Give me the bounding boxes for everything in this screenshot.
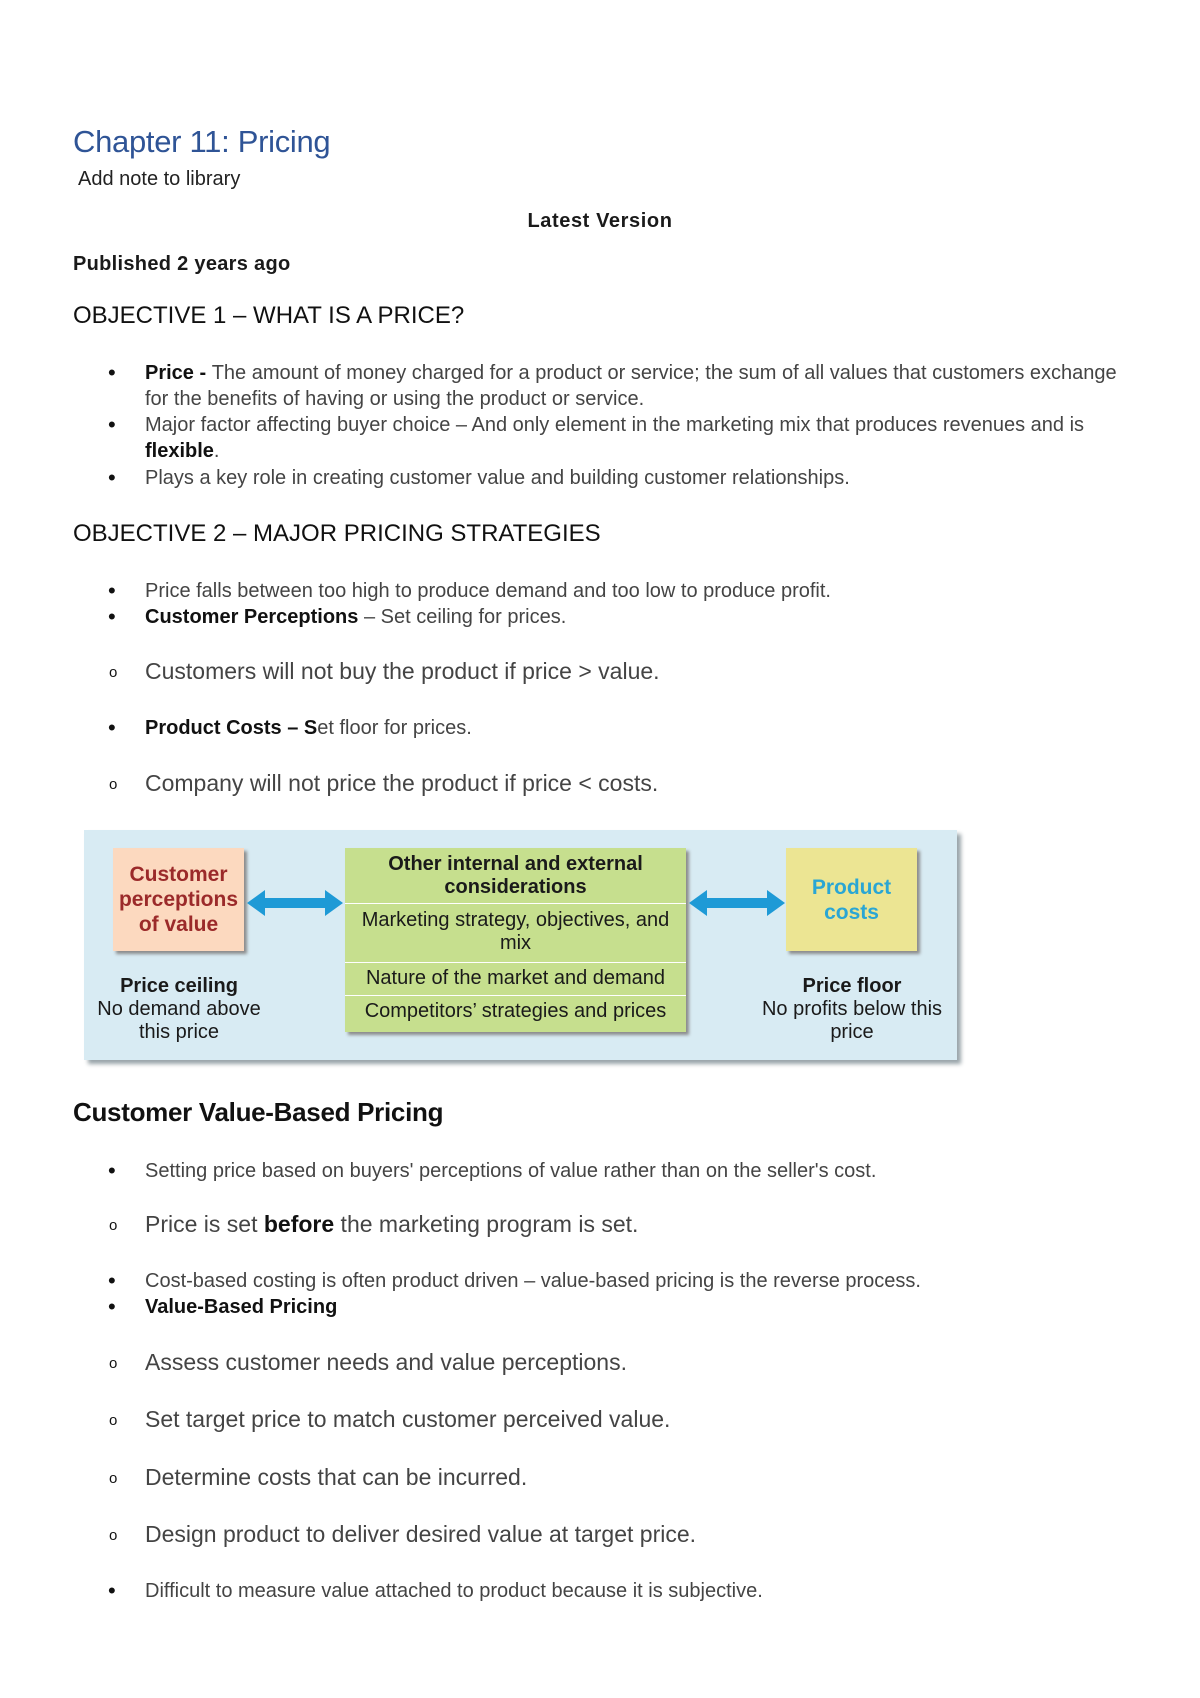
list-item: o Set target price to match customer perceived value. — [145, 1405, 1135, 1433]
double-arrow-icon — [689, 888, 785, 918]
published-date: Published 2 years ago — [73, 253, 291, 275]
circle-bullet-icon: o — [109, 1412, 118, 1429]
version-label: Latest Version — [527, 210, 673, 232]
divider — [345, 962, 686, 963]
list-item: o Determine costs that can be incurred. — [145, 1463, 1135, 1491]
objective-2-heading: OBJECTIVE 2 – MAJOR PRICING STRATEGIES — [73, 520, 601, 547]
circle-bullet-icon: o — [109, 1527, 118, 1544]
bullet-icon: • — [108, 1294, 116, 1319]
circle-bullet-icon: o — [109, 664, 118, 681]
objective-1-heading: OBJECTIVE 1 – WHAT IS A PRICE? — [73, 302, 465, 329]
bullet-icon: • — [108, 578, 116, 603]
list-item: • Plays a key role in creating customer value and building customer relationships. — [108, 465, 850, 490]
list-item: o Price is set before the marketing program is set. — [145, 1210, 1135, 1238]
considerations-box — [345, 848, 686, 1032]
list-item: • Customer Perceptions – Set ceiling for prices. — [108, 604, 567, 629]
list-item: o Customers will not buy the product if price > value. — [145, 657, 1135, 685]
circle-bullet-icon: o — [109, 1355, 118, 1372]
list-item: o Design product to deliver desired value at target price. — [145, 1520, 1135, 1548]
circle-bullet-icon: o — [109, 776, 118, 793]
list-item: • Difficult to measure value attached to product because it is subjective. — [108, 1578, 763, 1603]
bullet-icon: • — [108, 1158, 116, 1183]
bullet-icon: • — [108, 715, 116, 740]
bullet-icon: • — [108, 1578, 116, 1603]
list-item: • Cost-based costing is often product driven – value-based pricing is the reverse process. — [108, 1268, 921, 1293]
value-based-heading: Customer Value-Based Pricing — [73, 1097, 444, 1127]
list-item: • Product Costs – Set floor for prices. — [108, 715, 472, 740]
considerations-row: Nature of the market and demand — [365, 967, 666, 989]
considerations-header: Other internal and external considerations — [345, 848, 686, 904]
customer-perceptions-box: Customer perceptions of value — [113, 848, 244, 951]
list-item: o Assess customer needs and value perceptions. — [145, 1348, 1135, 1376]
product-costs-box: Product costs — [786, 848, 917, 951]
list-item: • Price falls between too high to produce demand and too low to produce profit. — [108, 578, 831, 603]
circle-bullet-icon: o — [109, 1217, 118, 1234]
add-note-link[interactable]: Add note to library — [78, 168, 241, 190]
page-title: Chapter 11: Pricing — [73, 124, 331, 159]
double-arrow-icon — [247, 888, 343, 918]
bullet-icon: • — [108, 360, 116, 385]
circle-bullet-icon: o — [109, 1470, 118, 1487]
bullet-icon: • — [108, 1268, 116, 1293]
bullet-icon: • — [108, 604, 116, 629]
bullet-icon: • — [108, 412, 116, 437]
list-item: • Value-Based Pricing — [108, 1294, 338, 1319]
price-floor-label: Price floor No profits below this price — [761, 975, 943, 1043]
list-item: o Company will not price the product if price < costs. — [145, 769, 1135, 797]
pricing-considerations-diagram — [84, 830, 957, 1060]
price-ceiling-label: Price ceiling No demand above this price — [97, 975, 261, 1043]
considerations-row: Competitors’ strategies and prices — [364, 1000, 667, 1022]
divider — [345, 995, 686, 996]
considerations-row: Marketing strategy, objectives, and mix — [361, 909, 670, 954]
list-item: • Setting price based on buyers' perceptions of value rather than on the seller's cost. — [108, 1158, 877, 1183]
bullet-icon: • — [108, 465, 116, 490]
list-item: • Price - The amount of money charged for a product or service; the sum of all values that customers exchange for the benefits of having or using the product or service. — [108, 360, 1117, 410]
list-item: • Major factor affecting buyer choice – And only element in the marketing mix that produces revenues and is flexible. — [108, 412, 1085, 462]
